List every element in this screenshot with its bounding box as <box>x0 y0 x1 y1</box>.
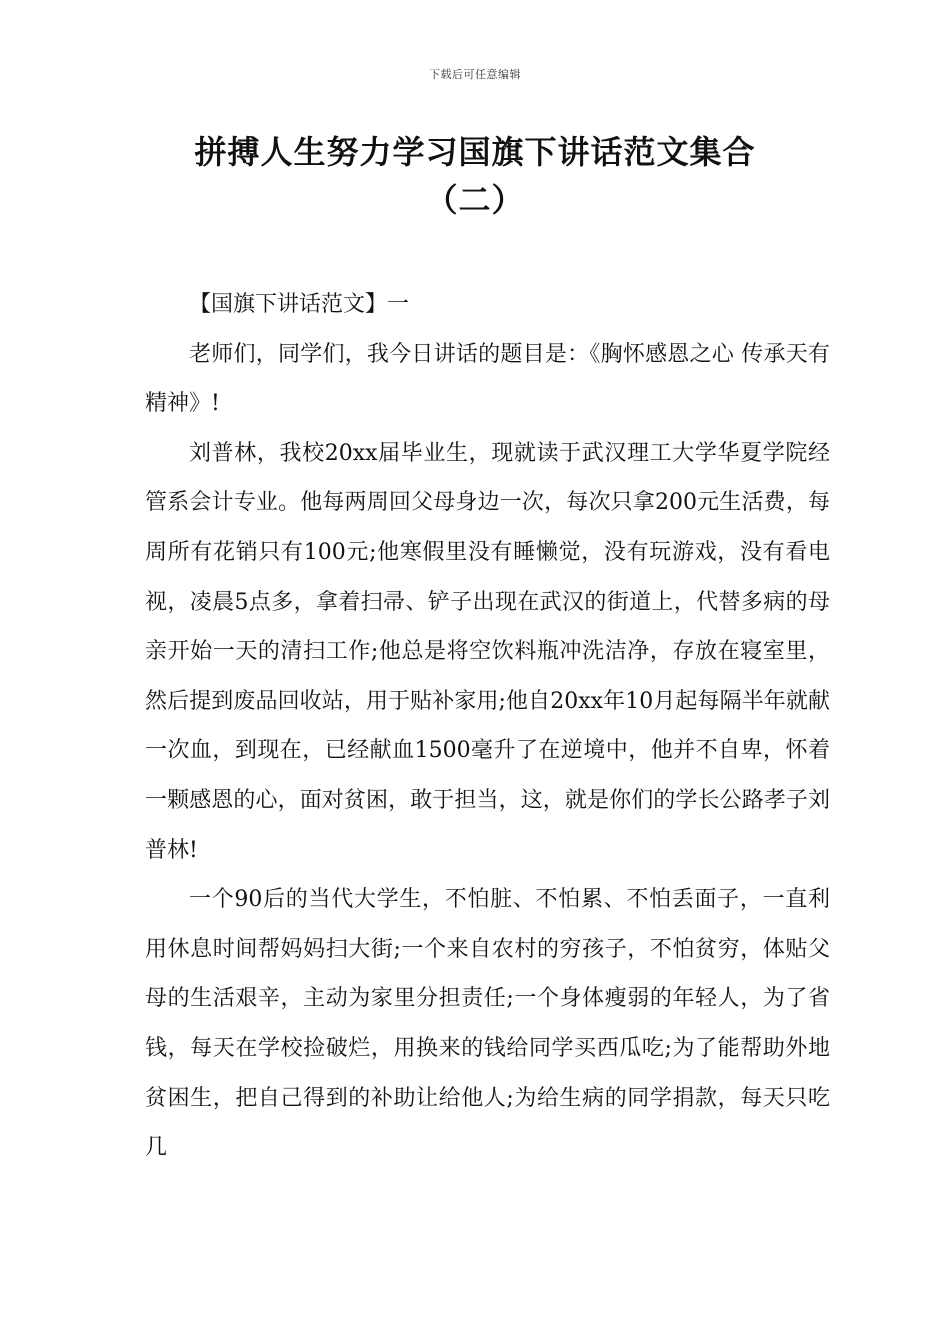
title-line-1: 拼搏人生努力学习国旗下讲话范文集合 <box>194 133 756 171</box>
paragraph-praise: 一个90后的当代大学生，不怕脏、不怕累、不怕丢面子，一直利用休息时间帮妈妈扫大街;一个来自农村的穷孩子，不怕贫穷，体贴父母的生活艰辛，主动为家里分担责任;一个身体瘦弱的年轻人，为了省钱，每天在学校捡破烂，用换来的钱给同学买西瓜吃;为了能帮助外地贫困生，把自己得到的补助让给他人;为给生病的同学捐款，每天只吃几 <box>145 887 830 1161</box>
section-heading: 【国旗下讲话范文】一 <box>189 292 410 317</box>
document-body <box>145 280 830 1173</box>
document-title <box>120 128 830 224</box>
paragraph-story: 刘普林，我校20xx届毕业生，现就读于武汉理工大学华夏学院经管系会计专业。他每两周回父母身边一次，每次只拿200元生活费，每周所有花销只有100元;他寒假里没有睡懒觉，没有玩游戏，没有看电视，凌晨5点多，拿着扫帚、铲子出现在武汉的街道上，代替多病的母亲开始一天的清扫工作;他总是将空饮料瓶冲洗洁净，存放在寝室里，然后提到废品回收站，用于贴补家用;他自20xx年10月起每隔半年就献一次血，到现在，已经献血1500毫升了在逆境中，他并不自卑，怀着一颗感恩的心，面对贫困，敢于担当，这，就是你们的学长公路孝子刘普林! <box>145 440 830 863</box>
paragraph-greeting: 老师们，同学们，我今日讲话的题目是：《胸怀感恩之心 传承天有精神》! <box>145 341 830 417</box>
header-note: 下载后可任意编辑 <box>429 68 521 81</box>
title-line-2: （二） <box>425 181 525 219</box>
